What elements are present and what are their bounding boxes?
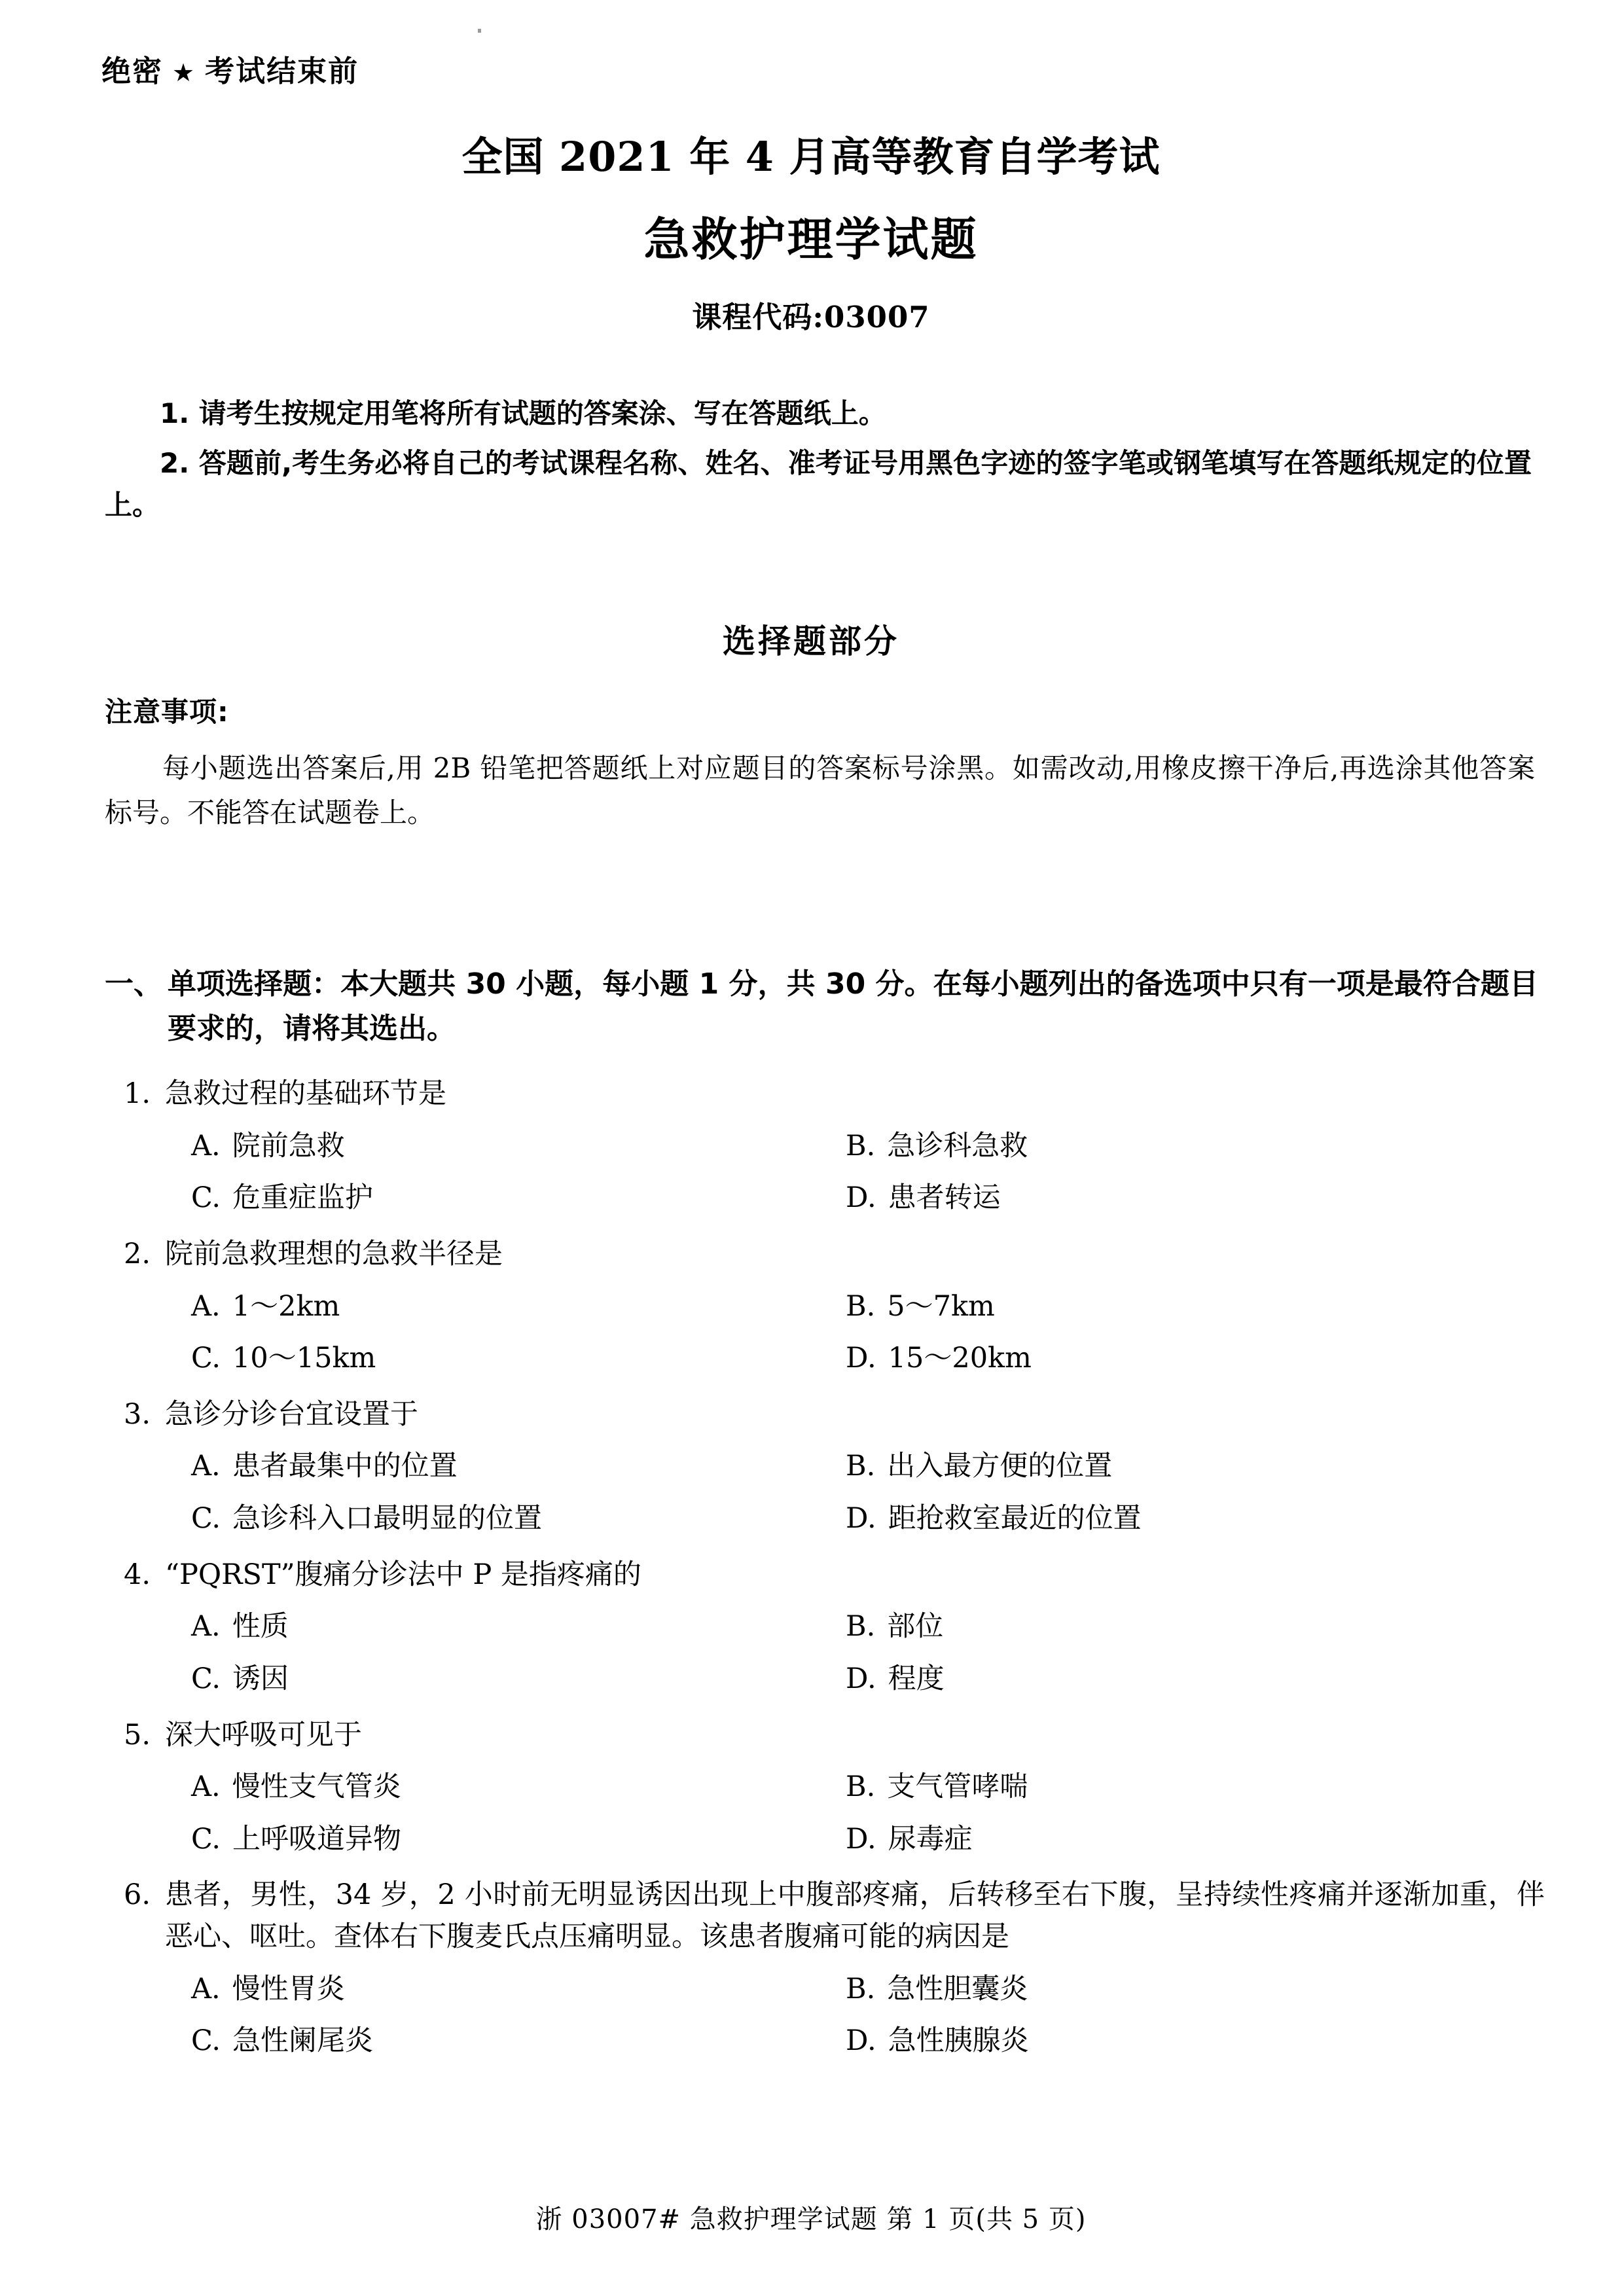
option-key: A. bbox=[191, 1450, 221, 1483]
option-d[interactable] bbox=[759, 1498, 1545, 1540]
option-c[interactable] bbox=[105, 1498, 759, 1540]
question-stem bbox=[105, 1874, 1545, 1958]
option-label: 出入最方便的位置 bbox=[887, 1450, 1113, 1483]
option-b[interactable] bbox=[759, 1446, 1545, 1488]
question-spacer bbox=[105, 1860, 1545, 1871]
option-label: 院前急救 bbox=[232, 1129, 345, 1162]
section-detail: 本大题共 30 小题，每小题 1 分，共 30 分。在每小题列出的备选项中只有一项是最符合题目要求的，请将其选出。 bbox=[168, 967, 1539, 1046]
option-d[interactable] bbox=[759, 2020, 1545, 2062]
instruction-item-2: 2. 答题前,考生务必将自己的考试课程名称、姓名、准考证号用黑色字迹的签字笔或钢笔填写在答题纸规定的位置上。 bbox=[105, 446, 1532, 521]
option-label: 性质 bbox=[232, 1610, 289, 1643]
option-label: 急诊科急救 bbox=[887, 1129, 1028, 1162]
secrecy-label: 绝密 bbox=[101, 54, 164, 88]
option-group bbox=[105, 1126, 1545, 1219]
option-key: C. bbox=[191, 2024, 221, 2058]
question-stem bbox=[105, 1715, 1545, 1757]
option-row bbox=[105, 1446, 1545, 1488]
option-label: 慢性胃炎 bbox=[232, 1972, 345, 2005]
option-key: D. bbox=[846, 2024, 876, 2058]
option-key: B. bbox=[846, 1770, 876, 1804]
option-a[interactable] bbox=[105, 1606, 759, 1648]
option-label: 慢性支气管炎 bbox=[232, 1770, 401, 1804]
option-a[interactable] bbox=[105, 1126, 759, 1168]
option-key: B. bbox=[846, 1450, 876, 1483]
question-spacer bbox=[105, 1540, 1545, 1551]
option-row bbox=[105, 1126, 1545, 1168]
option-label: 程度 bbox=[888, 1662, 945, 1695]
option-row bbox=[105, 1819, 1545, 1861]
option-row bbox=[105, 1338, 1545, 1380]
secrecy-header bbox=[101, 47, 359, 90]
option-key: A. bbox=[191, 1610, 221, 1643]
subject-title: 急救护理学试题 bbox=[643, 213, 979, 266]
question-text: “PQRST”腹痛分诊法中 P 是指疼痛的 bbox=[165, 1558, 641, 1591]
option-label: 患者转运 bbox=[888, 1181, 1001, 1215]
section-number: 一、 bbox=[105, 967, 162, 1001]
option-key: C. bbox=[191, 1181, 221, 1215]
option-label: 距抢救室最近的位置 bbox=[888, 1502, 1142, 1535]
option-c[interactable] bbox=[105, 1177, 759, 1219]
option-c[interactable] bbox=[105, 2020, 759, 2062]
question-item bbox=[105, 1394, 1545, 1551]
page-footer: 浙 03007# 急救护理学试题 第 1 页(共 5 页) bbox=[535, 2204, 1087, 2234]
option-b[interactable] bbox=[759, 1286, 1545, 1328]
option-group bbox=[105, 1969, 1545, 2062]
option-label: 诱因 bbox=[232, 1662, 289, 1695]
question-number: 4. bbox=[123, 1558, 151, 1591]
question-text: 院前急救理想的急救半径是 bbox=[165, 1237, 503, 1270]
option-b[interactable] bbox=[759, 1126, 1545, 1168]
instruction-item-1: 1. 请考生按规定用笔将所有试题的答案涂、写在答题纸上。 bbox=[160, 397, 886, 429]
option-c[interactable] bbox=[105, 1338, 759, 1380]
question-number: 5. bbox=[123, 1718, 151, 1751]
notice-label: 注意事项: bbox=[105, 696, 229, 728]
option-label: 急性胰腺炎 bbox=[888, 2024, 1029, 2058]
option-b[interactable] bbox=[759, 1606, 1545, 1648]
exam-name-title: 全国 2021 年 4 月高等教育自学考试 bbox=[461, 133, 1161, 181]
option-d[interactable] bbox=[759, 1659, 1545, 1700]
option-row bbox=[105, 1606, 1545, 1648]
question-number: 3. bbox=[123, 1397, 151, 1431]
question-number: 1. bbox=[123, 1077, 151, 1110]
option-label: 急性胆囊炎 bbox=[887, 1972, 1028, 2005]
question-spacer bbox=[105, 1380, 1545, 1390]
star-icon: ★ bbox=[172, 58, 196, 87]
option-row bbox=[105, 1659, 1545, 1700]
option-b[interactable] bbox=[759, 1767, 1545, 1808]
option-key: B. bbox=[846, 1610, 876, 1643]
option-key: D. bbox=[846, 1502, 876, 1535]
question-number: 2. bbox=[123, 1237, 151, 1270]
scan-speck bbox=[478, 29, 481, 33]
question-text: 急救过程的基础环节是 bbox=[165, 1077, 446, 1110]
option-group bbox=[105, 1606, 1545, 1700]
question-spacer bbox=[105, 1700, 1545, 1711]
option-label: 上呼吸道异物 bbox=[232, 1822, 402, 1856]
question-spacer bbox=[105, 1219, 1545, 1230]
option-key: D. bbox=[846, 1181, 876, 1215]
option-label: 急性阑尾炎 bbox=[232, 2024, 374, 2058]
question-text: 急诊分诊台宜设置于 bbox=[165, 1397, 418, 1431]
option-row bbox=[105, 1286, 1545, 1328]
option-label: 15～20km bbox=[888, 1342, 1032, 1375]
question-text: 患者，男性，34 岁，2 小时前无明显诱因出现上中腹部疼痛，后转移至右下腹，呈持续性疼痛并逐渐加重，伴恶心、呕吐。查体右下腹麦氏点压痛明显。该患者腹痛可能的病因是 bbox=[165, 1878, 1545, 1953]
option-key: B. bbox=[846, 1972, 876, 2005]
secrecy-suffix: 考试结束前 bbox=[205, 54, 359, 88]
part-title: 选择题部分 bbox=[723, 622, 899, 660]
option-a[interactable] bbox=[105, 1446, 759, 1488]
question-item bbox=[105, 1874, 1545, 2073]
question-number: 6. bbox=[123, 1878, 151, 1912]
question-stem bbox=[105, 1554, 1545, 1596]
section-heading bbox=[105, 962, 1538, 1051]
option-label: 尿毒症 bbox=[888, 1822, 973, 1856]
option-label: 危重症监护 bbox=[232, 1181, 374, 1215]
notice-body bbox=[105, 746, 1535, 835]
option-key: C. bbox=[191, 1822, 221, 1856]
question-list bbox=[105, 1073, 1545, 2077]
option-row bbox=[105, 2020, 1545, 2062]
option-key: A. bbox=[191, 1129, 221, 1162]
option-label: 5～7km bbox=[887, 1289, 995, 1323]
option-label: 患者最集中的位置 bbox=[232, 1450, 458, 1483]
question-stem bbox=[105, 1073, 1545, 1115]
option-row bbox=[105, 1969, 1545, 2011]
option-d[interactable] bbox=[759, 1819, 1545, 1861]
option-label: 1～2km bbox=[232, 1289, 340, 1323]
question-item bbox=[105, 1554, 1545, 1711]
option-key: B. bbox=[846, 1129, 876, 1162]
option-label: 部位 bbox=[887, 1610, 944, 1643]
option-row bbox=[105, 1177, 1545, 1219]
option-a[interactable] bbox=[105, 1286, 759, 1328]
question-item bbox=[105, 1073, 1545, 1230]
option-key: C. bbox=[191, 1502, 221, 1535]
option-key: C. bbox=[191, 1662, 221, 1695]
option-key: D. bbox=[846, 1342, 876, 1375]
option-key: D. bbox=[846, 1662, 876, 1695]
question-stem bbox=[105, 1394, 1545, 1436]
option-b[interactable] bbox=[759, 1969, 1545, 2011]
section-colon: ： bbox=[312, 967, 341, 1001]
option-row bbox=[105, 1767, 1545, 1808]
question-stem bbox=[105, 1234, 1545, 1276]
question-spacer bbox=[105, 2062, 1545, 2073]
section-text bbox=[168, 962, 1538, 1051]
option-group bbox=[105, 1286, 1545, 1380]
option-group bbox=[105, 1446, 1545, 1539]
option-a[interactable] bbox=[105, 1767, 759, 1808]
section-name: 单项选择题 bbox=[168, 967, 312, 1001]
option-key: B. bbox=[846, 1289, 876, 1323]
notice-paragraph: 每小题选出答案后,用 2B 铅笔把答题纸上对应题目的答案标号涂黑。如需改动,用橡皮擦干净后,再选涂其他答案标号。不能答在试题卷上。 bbox=[105, 752, 1535, 829]
question-text: 深大呼吸可见于 bbox=[165, 1718, 362, 1751]
question-item bbox=[105, 1715, 1545, 1871]
option-key: A. bbox=[191, 1972, 221, 2005]
option-group bbox=[105, 1767, 1545, 1860]
course-code: 课程代码:03007 bbox=[692, 300, 930, 334]
option-d[interactable] bbox=[759, 1177, 1545, 1219]
exam-instructions bbox=[105, 393, 1532, 533]
option-label: 10～15km bbox=[232, 1342, 376, 1375]
option-key: D. bbox=[846, 1822, 876, 1856]
option-key: C. bbox=[191, 1342, 221, 1375]
option-c[interactable] bbox=[105, 1819, 759, 1861]
option-label: 急诊科入口最明显的位置 bbox=[232, 1502, 543, 1535]
option-row bbox=[105, 1498, 1545, 1540]
option-label: 支气管哮喘 bbox=[887, 1770, 1028, 1804]
option-key: A. bbox=[191, 1289, 221, 1323]
option-c[interactable] bbox=[105, 1659, 759, 1700]
option-key: A. bbox=[191, 1770, 221, 1804]
question-item bbox=[105, 1234, 1545, 1390]
option-d[interactable] bbox=[759, 1338, 1545, 1380]
option-a[interactable] bbox=[105, 1969, 759, 2011]
